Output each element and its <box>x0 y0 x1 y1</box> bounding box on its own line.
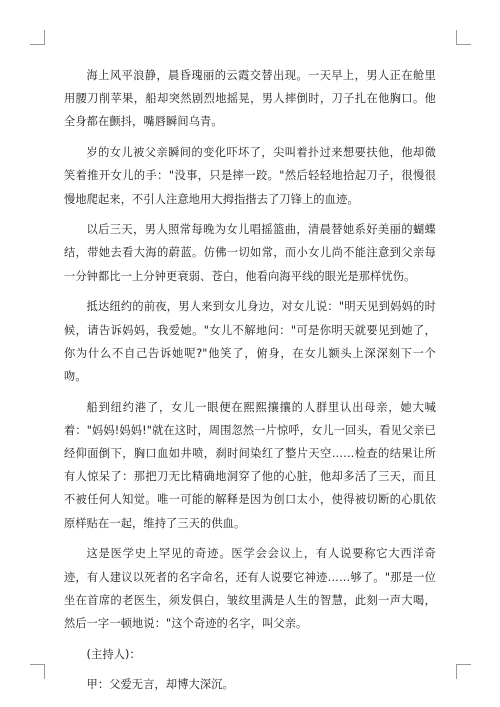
paragraph-8: 甲：父爱无言，却博大深沉。 <box>86 678 234 692</box>
document-body <box>64 64 436 704</box>
paragraph-3: 以后三天，男人照常每晚为女儿唱摇篮曲，清晨替她系好美丽的蝴蝶结，带她去看大海的蔚蓝。仿佛一切如常，而小女儿尚不能注意到父亲每一分钟都比一上分钟更衰弱、苍白，他看向海平线的眼光是那样忧伤。 <box>64 223 436 283</box>
crop-mark-top-left <box>30 30 45 45</box>
paragraph-4: 抵达纽约的前夜，男人来到女儿身边，对女儿说："明天见到妈妈的时候，请告诉妈妈，我爱她。"女儿不解地问："可是你明天就要见到她了，你为什么不自己告诉她呢?"他笑了，俯身，在女儿额头上深深刻下一个吻。 <box>64 300 436 383</box>
crop-mark-bottom-left <box>30 664 45 679</box>
paragraph-2: 岁的女儿被父亲瞬间的变化吓坏了，尖叫着扑过来想要扶他，他却微笑着推开女儿的手："没事，只是摔一跤。"然后轻轻地拾起刀子，很慢很慢地爬起来，不引人注意地用大拇指揩去了刀锋上的血迹。 <box>64 146 436 206</box>
paragraph-5: 船到纽约港了，女儿一眼便在熙熙攘攘的人群里认出母亲，她大喊着："妈妈!妈妈!"就在这时，周围忽然一片惊呼，女儿一回头，看见父亲已经仰面倒下，胸口血如井喷，刹时间染红了整片天空……检查的结果让所有人惊呆了：那把刀无比精确地洞穿了他的心脏，他却多活了三天，而且不被任何人知觉。唯一可能的解释是因为创口太小，使得被切断的心肌依原样贴在一起，维持了三天的供血。 <box>64 400 436 530</box>
crop-mark-bottom-right <box>456 664 471 679</box>
paragraph-1: 海上风平浪静，晨昏瑰丽的云霞交替出现。一天早上，男人正在舱里用腰刀削苹果，船却突然剧烈地摇晃，男人摔倒时，刀子扎在他胸口。他全身都在颤抖，嘴唇瞬间乌青。 <box>64 69 436 129</box>
paragraph-7: (主持人)： <box>86 647 141 661</box>
crop-mark-top-right <box>456 30 471 45</box>
paragraph-6: 这是医学史上罕见的奇迹。医学会会议上，有人说要称它大西洋奇迹，有人建议以死者的名字命名，还有人说要它神迹……够了。"那是一位坐在首席的老医生，须发俱白，皱纹里满是人生的智慧，此刻一声大喝，然后一字一顿地说："这个奇迹的名字，叫父亲。 <box>64 547 436 630</box>
